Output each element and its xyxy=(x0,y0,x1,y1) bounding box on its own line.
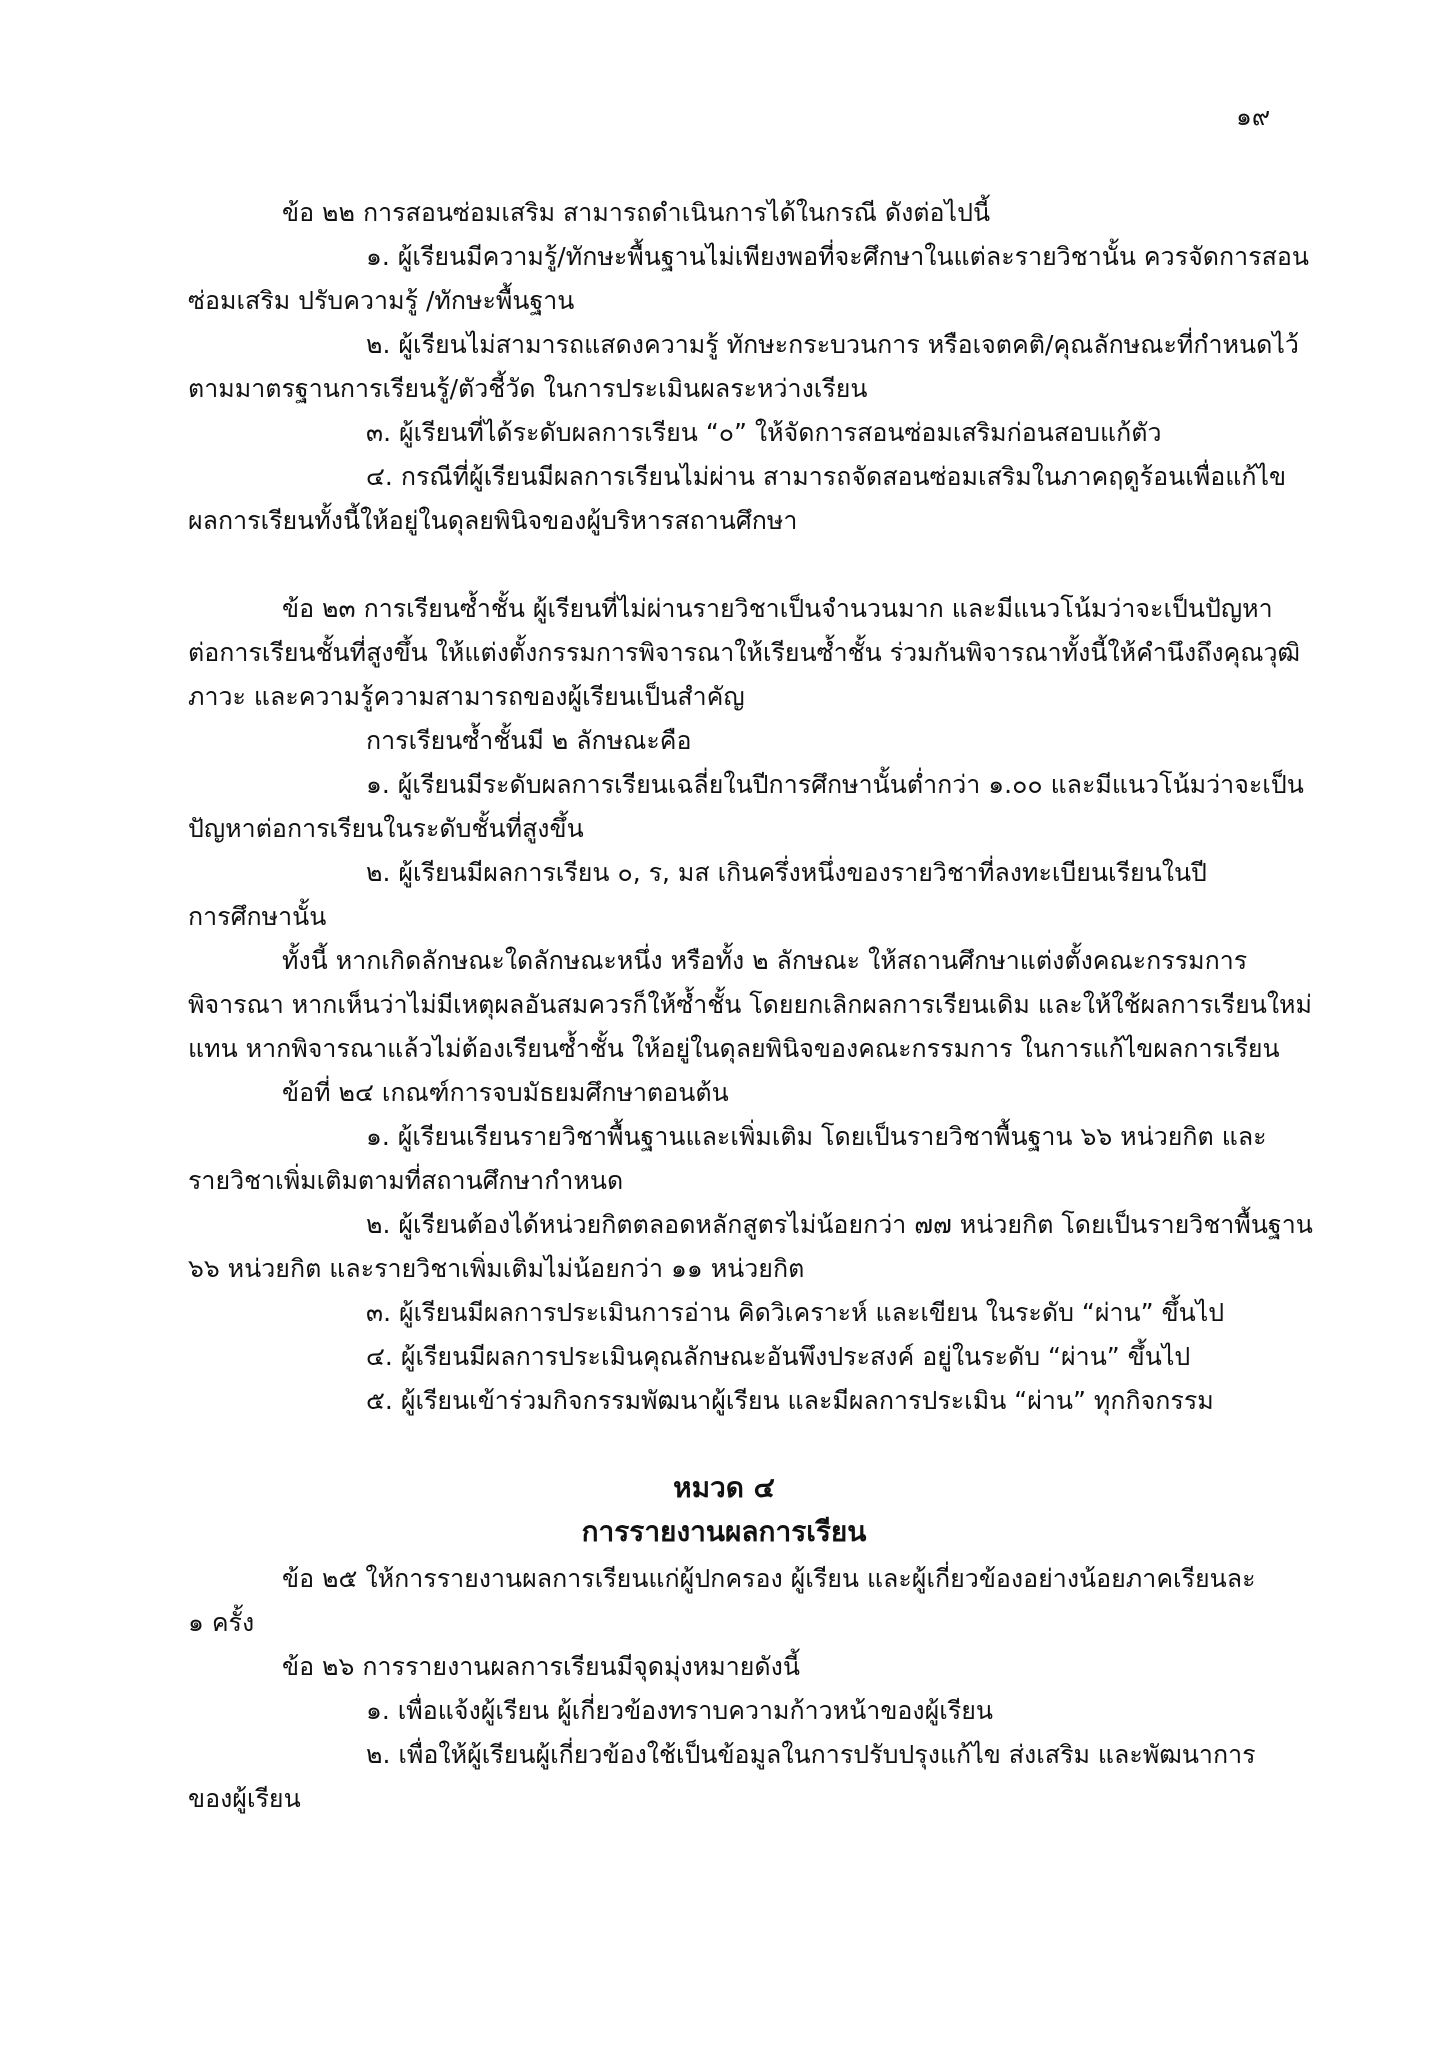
chapter-heading: หมวด ๔ xyxy=(673,1471,775,1504)
clause-24-item-2: ๒. ผู้เรียนต้องได้หน่วยกิตตลอดหลักสูตรไม่น้อยกว่า ๗๗ หน่วยกิต โดยเป็นรายวิชาพื้นฐาน xyxy=(366,1210,1313,1239)
clause-22-item-3: ๓. ผู้เรียนที่ได้ระดับผลการเรียน “๐” ให้จัดการสอนซ่อมเสริมก่อนสอบแก้ตัว xyxy=(366,418,1162,447)
clause-22-item-4: ๔. กรณีที่ผู้เรียนมีผลการเรียนไม่ผ่าน สามารถจัดสอนซ่อมเสริมในภาคฤดูร้อนเพื่อแก้ไข xyxy=(366,462,1287,491)
repeat-type-1: ๑. ผู้เรียนมีระดับผลการเรียนเฉลี่ยในปีการศึกษานั้นต่ำกว่า ๑.๐๐ และมีแนวโน้มว่าจะเป็น xyxy=(366,770,1304,799)
clause-24-item-2-cont: ๖๖ หน่วยกิต และรายวิชาเพิ่มเติมไม่น้อยกว่า ๑๑ หน่วยกิต xyxy=(188,1254,805,1283)
chapter-title: การรายงานผลการเรียน xyxy=(581,1515,867,1548)
clause-24-item-1: ๑. ผู้เรียนเรียนรายวิชาพื้นฐานและเพิ่มเติม โดยเป็นรายวิชาพื้นฐาน ๖๖ หน่วยกิต และ xyxy=(366,1122,1267,1151)
page-number: ๑๙ xyxy=(1236,102,1271,131)
clause-26-heading: ข้อ ๒๖ การรายงานผลการเรียนมีจุดมุ่งหมายดังนี้ xyxy=(282,1652,800,1681)
clause-22-heading: ข้อ ๒๒ การสอนซ่อมเสริม สามารถดำเนินการได้ในกรณี ดังต่อไปนี้ xyxy=(282,198,991,227)
repeat-types-intro: การเรียนซ้ำชั้นมี ๒ ลักษณะคือ xyxy=(366,726,692,755)
clause-24-item-1-cont: รายวิชาเพิ่มเติมตามที่สถานศึกษากำหนด xyxy=(188,1166,624,1195)
clause-22-item-1: ๑. ผู้เรียนมีความรู้/ทักษะพื้นฐานไม่เพียงพอที่จะศึกษาในแต่ละรายวิชานั้น ควรจัดการสอน xyxy=(366,242,1309,271)
repeat-note-cont-2: แทน หากพิจารณาแล้วไม่ต้องเรียนซ้ำชั้น ให้อยู่ในดุลยพินิจของคณะกรรมการ ในการแก้ไขผลการเรียน xyxy=(188,1034,1280,1063)
clause-22-item-1-cont: ซ่อมเสริม ปรับความรู้ /ทักษะพื้นฐาน xyxy=(188,286,575,315)
clause-22-item-4-cont: ผลการเรียนทั้งนี้ให้อยู่ในดุลยพินิจของผู้บริหารสถานศึกษา xyxy=(188,506,798,535)
repeat-type-1-cont: ปัญหาต่อการเรียนในระดับชั้นที่สูงขึ้น xyxy=(188,814,584,843)
clause-26-item-1: ๑. เพื่อแจ้งผู้เรียน ผู้เกี่ยวข้องทราบความก้าวหน้าของผู้เรียน xyxy=(366,1696,993,1725)
repeat-note: ทั้งนี้ หากเกิดลักษณะใดลักษณะหนึ่ง หรือทั้ง ๒ ลักษณะ ให้สถานศึกษาแต่งตั้งคณะกรรมการ xyxy=(282,946,1248,975)
clause-24-item-5: ๕. ผู้เรียนเข้าร่วมกิจกรรมพัฒนาผู้เรียน และมีผลการประเมิน “ผ่าน” ทุกกิจกรรม xyxy=(366,1386,1214,1415)
clause-23-cont-2: ภาวะ และความรู้ความสามารถของผู้เรียนเป็นสำคัญ xyxy=(188,682,745,711)
clause-25-heading: ข้อ ๒๕ ให้การรายงานผลการเรียนแก่ผู้ปกครอง ผู้เรียน และผู้เกี่ยวข้องอย่างน้อยภาคเรียนละ xyxy=(282,1564,1256,1593)
clause-25-cont: ๑ ครั้ง xyxy=(188,1608,255,1637)
repeat-type-2-cont: การศึกษานั้น xyxy=(188,902,327,931)
clause-23-heading: ข้อ ๒๓ การเรียนซ้ำชั้น ผู้เรียนที่ไม่ผ่านรายวิชาเป็นจำนวนมาก และมีแนวโน้มว่าจะเป็นปัญหา xyxy=(282,594,1273,623)
clause-22-item-2-cont: ตามมาตรฐานการเรียนรู้/ตัวชี้วัด ในการประเมินผลระหว่างเรียน xyxy=(188,374,868,403)
repeat-note-cont-1: พิจารณา หากเห็นว่าไม่มีเหตุผลอันสมควรก็ให้ซ้ำชั้น โดยยกเลิกผลการเรียนเดิม และให้ใช้ผลการเรียนใหม่ xyxy=(188,990,1312,1019)
clause-24-item-3: ๓. ผู้เรียนมีผลการประเมินการอ่าน คิดวิเคราะห์ และเขียน ในระดับ “ผ่าน” ขึ้นไป xyxy=(366,1298,1225,1327)
clause-24-heading: ข้อที่ ๒๔ เกณฑ์การจบมัธยมศึกษาตอนต้น xyxy=(282,1078,729,1107)
clause-24-item-4: ๔. ผู้เรียนมีผลการประเมินคุณลักษณะอันพึงประสงค์ อยู่ในระดับ “ผ่าน” ขึ้นไป xyxy=(366,1342,1191,1371)
clause-22-item-2: ๒. ผู้เรียนไม่สามารถแสดงความรู้ ทักษะกระบวนการ หรือเจตคติ/คุณลักษณะที่กำหนดไว้ xyxy=(366,330,1299,359)
clause-23-cont-1: ต่อการเรียนชั้นที่สูงขึ้น ให้แต่งตั้งกรรมการพิจารณาให้เรียนซ้ำชั้น ร่วมกันพิจารณาทั้งนี้ให้คำนึงถึงคุณวุฒิ xyxy=(188,638,1301,667)
clause-26-item-2-cont: ของผู้เรียน xyxy=(188,1784,301,1813)
clause-26-item-2: ๒. เพื่อให้ผู้เรียนผู้เกี่ยวข้องใช้เป็นข้อมูลในการปรับปรุงแก้ไข ส่งเสริม และพัฒนาการ xyxy=(366,1740,1256,1769)
repeat-type-2: ๒. ผู้เรียนมีผลการเรียน ๐, ร, มส เกินครึ่งหนึ่งของรายวิชาที่ลงทะเบียนเรียนในปี xyxy=(366,858,1207,887)
